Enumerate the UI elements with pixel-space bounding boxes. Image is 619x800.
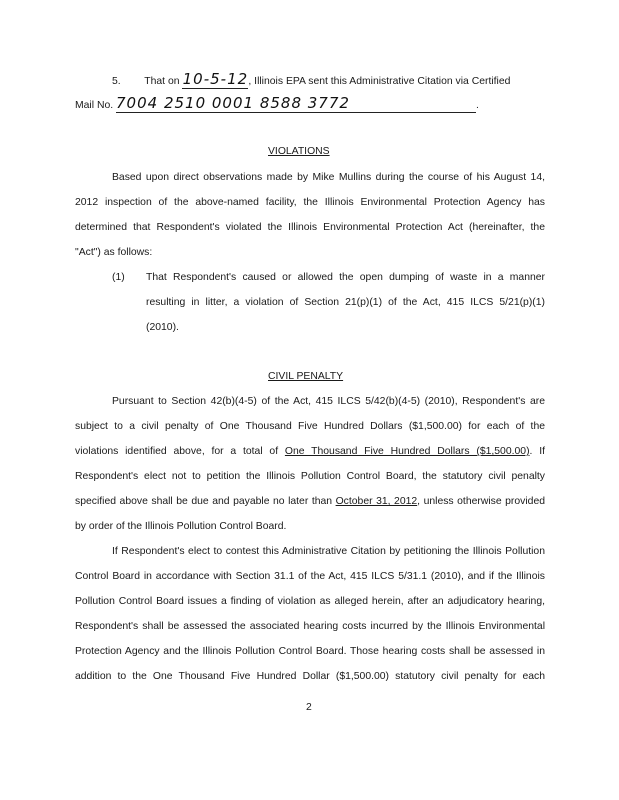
contest-line-1: If Respondent's elect to contest this Administrative Citation by petitioning the Illinois Pollution [112, 546, 545, 557]
certified-mail-number-handwritten: 7004 2510 0001 8588 3772 [116, 94, 350, 112]
para5-line2 [75, 94, 479, 113]
para5-post: , Illinois EPA sent this Administrative Citation via Certified [248, 76, 511, 87]
civil-line-5-b: , unless otherwise provided [417, 496, 546, 507]
violation-item-line-1: That Respondent's caused or allowed the open dumping of waste in a manner [146, 272, 545, 283]
contest-line-5: Protection Agency and the Illinois Pollution Control Board. Those hearing costs shall be assessed in [75, 646, 545, 657]
civil-line-5 [75, 496, 545, 507]
violation-item-line-3: (2010). [146, 322, 179, 333]
civil-line-3-a: violations identified above, for a total of [75, 446, 279, 457]
total-penalty-amount: One Thousand Five Hundred Dollars ($1,500.00) [284, 446, 530, 457]
violations-line-1: Based upon direct observations made by Mike Mullins during the course of his August 14, [112, 172, 545, 183]
contest-line-3: Pollution Control Board issues a finding of violation as alleged herein, after an adjudicatory hearing, [75, 596, 545, 607]
mail-label: Mail No. [75, 100, 114, 111]
contest-line-2: Control Board in accordance with Section 31.1 of the Act, 415 ILCS 5/31.1 (2010), and if the Illinois [75, 571, 545, 582]
para5-pre: That on [144, 76, 180, 87]
violations-heading: VIOLATIONS [268, 146, 330, 157]
civil-line-2: subject to a civil penalty of One Thousand Five Hundred Dollars ($1,500.00) for each of the [75, 421, 545, 432]
violations-line-4: "Act") as follows: [75, 247, 153, 258]
civil-line-5-a: specified above shall be due and payable no later than [75, 496, 333, 507]
sent-date-handwritten: 10-5-12 [182, 70, 249, 88]
para5-end: . [476, 100, 479, 111]
para5-line1 [112, 70, 510, 89]
payment-due-date: October 31, 2012 [335, 496, 418, 507]
civil-line-4: Respondent's elect not to petition the Illinois Pollution Control Board, the statutory civil penalty [75, 471, 545, 482]
violation-item-number: (1) [112, 272, 125, 283]
para5-number: 5. [112, 76, 121, 87]
civil-line-3-b: . If [529, 446, 545, 457]
page-number: 2 [306, 702, 312, 713]
contest-line-6: addition to the One Thousand Five Hundred Dollar ($1,500.00) statutory civil penalty for each [75, 671, 545, 682]
violation-item-line-2: resulting in litter, a violation of Section 21(p)(1) of the Act, 415 ILCS 5/21(p)(1) [146, 297, 545, 308]
civil-line-6: by order of the Illinois Pollution Control Board. [75, 521, 287, 532]
civil-penalty-heading: CIVIL PENALTY [268, 371, 344, 382]
violations-line-2: 2012 inspection of the above-named facility, the Illinois Environmental Protection Agency has [75, 197, 545, 208]
violations-line-3: determined that Respondent's violated the Illinois Environmental Protection Act (hereinafter, the [75, 222, 545, 233]
civil-line-3 [75, 446, 545, 457]
civil-line-1: Pursuant to Section 42(b)(4-5) of the Act, 415 ILCS 5/42(b)(4-5) (2010), Respondent's are [112, 396, 545, 407]
contest-line-4: Respondent's shall be assessed the associated hearing costs incurred by the Illinois Environmental [75, 621, 545, 632]
